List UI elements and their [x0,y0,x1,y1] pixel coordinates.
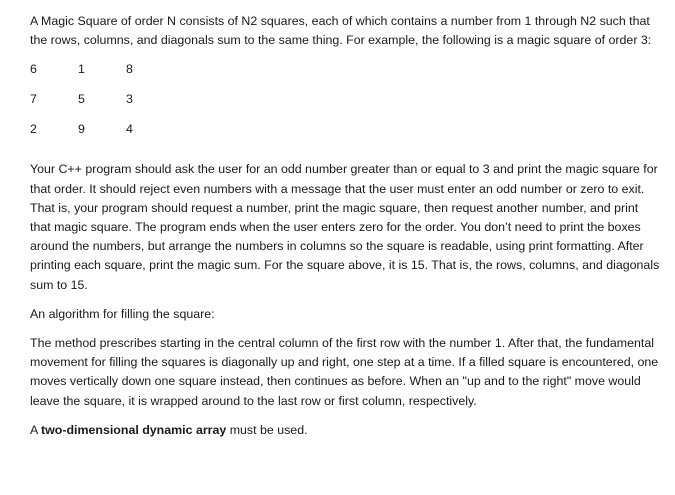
program-description-paragraph: Your C++ program should ask the user for an odd number greater than or equal to 3 and print the magic square for that order. It should reject even numbers with a message that the user must enter an odd number or zero to exit. That is, your program should request a number, print the magic square, then request another number, and print that magic square. The program ends when the user enters zero for the order. You don’t need to print the boxes around the numbers, but arrange the numbers in columns so the square is readable, using print formatting. After printing each square, print the magic sum. For the square above, it is 15. That is, the rows, columns, and diagonals sum to 15. [30,162,660,292]
method-paragraph: The method prescribes starting in the central column of the first row with the number 1. After that, the fundamental movement for filling the squares is diagonally up and right, one step at a time. If a filled square is encountered, one moves vertically down one square instead, then continues as before. When an "up and to the right" move would leave the square, it is wrapped around to the last row or first column, respectively. [30,336,659,408]
magic-cell: 9 [78,122,85,137]
magic-cell: 2 [30,122,37,137]
algorithm-heading: An algorithm for filling the square: [30,306,215,321]
magic-cell: 5 [78,92,85,107]
requirement-prefix: A [30,422,42,437]
requirement-bold: two-dimensional dynamic array [41,422,227,437]
document-page [30,12,660,440]
magic-cell: 1 [78,62,85,77]
magic-cell: 8 [126,62,133,77]
magic-square-example [30,60,660,150]
requirement-paragraph [30,421,660,440]
requirement-suffix: must be used. [226,422,308,437]
intro-paragraph: A Magic Square of order N consists of N2 squares, each of which contains a number from 1 through N2 such that the rows, columns, and diagonals sum to the same thing. For example, the following is a magic square of order 3: [30,14,652,48]
magic-cell: 7 [30,92,37,107]
magic-cell: 3 [126,92,133,107]
magic-cell: 6 [30,62,37,77]
magic-cell: 4 [126,122,133,137]
